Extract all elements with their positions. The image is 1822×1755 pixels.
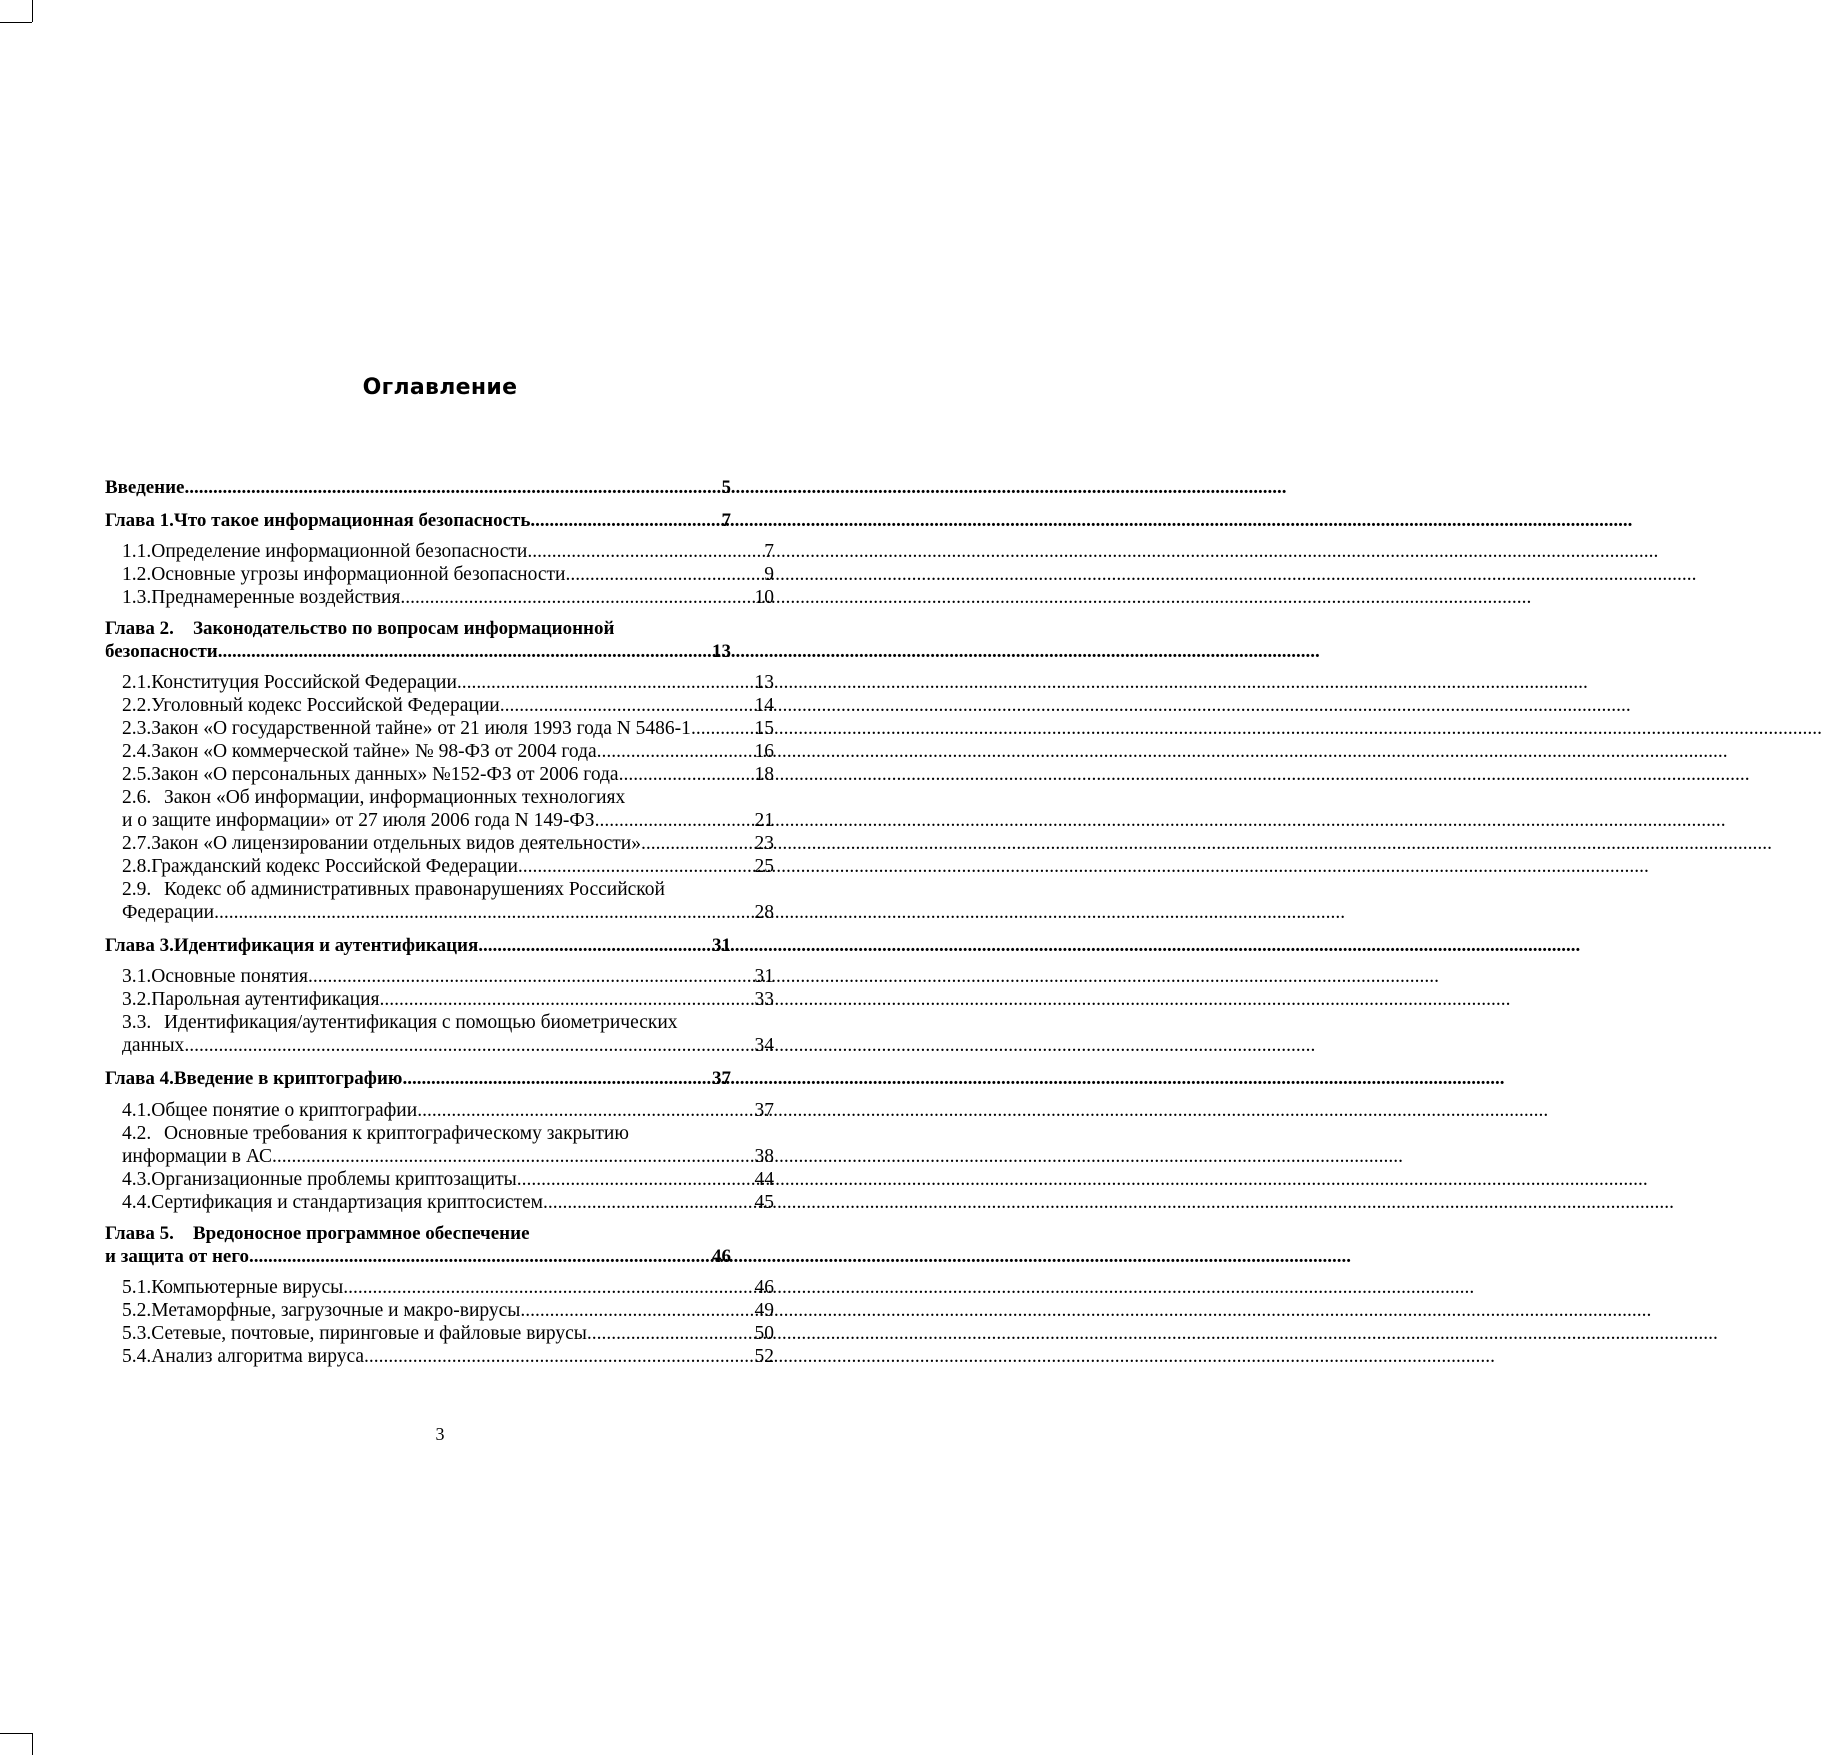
leader-dots [457,671,753,694]
section-title: Анализ алгоритма вируса [151,1346,365,1367]
toc-chapter-3[interactable] [105,934,731,957]
toc-section-3-3[interactable] [122,1034,774,1057]
section-title: Гражданский кодекс Российской Федерации [151,856,518,877]
toc-section-2-1[interactable] [122,671,774,694]
section-title: Определение информационной безопасности [151,541,528,562]
chapter-title: Введение в криптографию [173,1068,403,1089]
chapter-page: 46 [712,1246,731,1267]
section-title: Идентификация/аутентификация с помощью биометрических [164,1012,678,1033]
section-title: Закон «О коммерческой тайне» № 98-ФЗ от 2004 года [151,741,597,762]
leader-dots [641,832,753,855]
toc-section-4-3[interactable] [122,1168,774,1191]
leader-dots [185,476,720,499]
section-number: 4.4. [122,1192,152,1213]
section-title: Преднамеренные воздействия [151,587,401,608]
toc-chapter-5-line1[interactable] [105,1222,530,1245]
section-number: 2.1. [122,672,152,693]
leader-dots [520,1299,752,1322]
section-page: 52 [754,1346,774,1367]
section-title: Метаморфные, загрузочные и макро-вирусы [151,1300,521,1321]
section-number: 3.2. [122,989,152,1010]
chapter-title: Законодательство по вопросам информационной [193,618,615,639]
section-page: 14 [754,695,774,716]
section-title: Уголовный кодекс Российской Федерации [151,695,500,716]
section-title: Закон «Об информации, информационных технологиях [164,787,626,808]
toc-chapter-5[interactable] [105,1245,731,1268]
toc-section-4-2-line1[interactable] [122,1122,629,1145]
chapter-title: Вредоносное программное обеспечение [193,1223,530,1244]
section-number: 5.3. [122,1323,152,1344]
toc-section-2-7[interactable] [122,832,774,855]
section-title: Основные понятия [151,966,308,987]
chapter-page: 37 [712,1068,731,1089]
section-number: 1.3. [122,587,152,608]
toc-section-2-8[interactable] [122,855,774,878]
chapter-title-cont: безопасности [105,641,218,662]
page-number: 3 [435,1424,445,1444]
toc-section-2-2[interactable] [122,694,774,717]
section-title: Общее понятие о криптографии [151,1100,418,1121]
toc-section-2-9-line1[interactable] [122,878,665,901]
section-page: 34 [754,1035,774,1056]
section-page: 33 [754,989,774,1010]
toc-section-1-3[interactable] [122,586,774,609]
chapter-page: 31 [712,935,731,956]
section-page: 28 [754,902,774,923]
section-number: 2.8. [122,856,152,877]
toc-section-1-1[interactable] [122,540,774,563]
toc-section-3-1[interactable] [122,965,774,988]
section-page: 38 [754,1146,774,1167]
section-number: 3.3. [122,1012,152,1033]
toc-section-2-6-line1[interactable] [122,786,625,809]
section-number: 5.2. [122,1300,152,1321]
section-page: 7 [764,541,774,562]
section-title-cont: информации в АС [122,1146,272,1167]
section-page: 15 [754,718,774,739]
section-title: Организационные проблемы криптозащиты [151,1169,517,1190]
section-number: 2.5. [122,764,152,785]
toc-section-5-1[interactable] [122,1276,774,1299]
section-title-cont: Федерации [122,902,215,923]
section-title: Основные требования к криптографическому закрытию [164,1123,629,1144]
toc-section-2-6[interactable] [122,809,774,832]
toc-section-2-5[interactable] [122,763,774,786]
section-title: Конституция Российской Федерации [151,672,457,693]
leader-dots [184,1034,752,1057]
section-page: 21 [754,810,774,831]
section-number: 5.1. [122,1277,152,1298]
section-title-cont: и о защите информации» от 27 июля 2006 года N 149-ФЗ [122,810,595,831]
section-page: 49 [754,1300,774,1321]
section-number: 2.3. [122,718,152,739]
toc-section-5-2[interactable] [122,1299,774,1322]
toc-section-4-1[interactable] [122,1099,774,1122]
leader-dots [527,540,762,563]
leader-dots [343,1276,752,1299]
toc-intro-page: 5 [721,477,731,498]
page-title: Оглавление [362,375,518,400]
section-number: 2.2. [122,695,152,716]
toc-chapter-4[interactable] [105,1067,731,1090]
crop-mark-bottom [32,1733,33,1755]
chapter-title: Что такое информационная безопасность [173,510,531,531]
section-page: 18 [754,764,774,785]
leader-dots [218,640,710,663]
section-number: 2.4. [122,741,152,762]
section-number: 1.1. [122,541,152,562]
section-number: 4.2. [122,1123,152,1144]
section-number: 2.7. [122,833,152,854]
toc-chapter-1[interactable] [105,509,731,532]
leader-dots [214,901,752,924]
section-number: 3.1. [122,966,152,987]
toc-chapter-2-line1[interactable] [105,617,614,640]
section-title-cont: данных [122,1035,185,1056]
toc-section-2-9[interactable] [122,901,774,924]
section-number: 2.9. [122,879,152,900]
leader-dots [417,1099,752,1122]
section-title: Кодекс об административных правонарушениях Российской [164,879,665,900]
toc-intro-title: Введение [105,477,185,498]
leader-dots [308,965,753,988]
crop-mark-top [32,0,33,22]
section-title: Закон «О персональных данных» №152-ФЗ от 2006 года [151,764,619,785]
leader-dots [500,694,753,717]
crop-mark-top-h [0,22,32,23]
section-title: Закон «О лицензировании отдельных видов деятельности» [151,833,641,854]
crop-mark-bottom-h [0,1733,32,1734]
chapter-page: 7 [721,510,731,531]
toc-chapter-2[interactable] [105,640,731,663]
section-title: Закон «О государственной тайне» от 21 июля 1993 года N 5486-1 [151,718,691,739]
leader-dots [380,988,753,1011]
section-number: 4.1. [122,1100,152,1121]
leader-dots [691,717,753,740]
leader-dots [364,1345,752,1368]
section-page: 9 [764,564,774,585]
leader-dots [517,1168,753,1191]
toc-section-5-4[interactable] [122,1345,774,1368]
section-page: 10 [754,587,774,608]
leader-dots [595,809,753,832]
toc-section-4-4[interactable] [122,1191,774,1214]
leader-dots [400,586,752,609]
leader-dots [530,509,719,532]
chapter-title: Идентификация и аутентификация [173,935,479,956]
section-page: 31 [754,966,774,987]
chapter-number: Глава 2. [105,618,174,639]
leader-dots [402,1067,710,1090]
toc-intro[interactable] [105,476,731,499]
leader-dots [565,563,762,586]
toc-section-2-3[interactable] [122,717,774,740]
leader-dots [478,934,710,957]
section-page: 44 [754,1169,774,1190]
section-page: 37 [754,1100,774,1121]
chapter-number: Глава 1. [105,510,174,531]
toc-section-5-3[interactable] [122,1322,774,1345]
leader-dots [272,1145,753,1168]
leader-dots [619,763,753,786]
chapter-page: 13 [712,641,731,662]
section-title: Компьютерные вирусы [151,1277,344,1298]
toc-section-2-4[interactable] [122,740,774,763]
chapter-number: Глава 4. [105,1068,174,1089]
leader-dots [249,1245,710,1268]
leader-dots [518,855,753,878]
toc-section-1-2[interactable] [122,563,774,586]
section-number: 5.4. [122,1346,152,1367]
section-page: 50 [754,1323,774,1344]
section-number: 1.2. [122,564,152,585]
section-page: 25 [754,856,774,877]
chapter-title-cont: и защита от него [105,1246,250,1267]
section-page: 16 [754,741,774,762]
chapter-number: Глава 5. [105,1223,174,1244]
toc-section-4-2[interactable] [122,1145,774,1168]
section-title: Основные угрозы информационной безопасности [151,564,566,585]
chapter-number: Глава 3. [105,935,174,956]
toc-section-3-2[interactable] [122,988,774,1011]
section-page: 46 [754,1277,774,1298]
leader-dots [587,1322,753,1345]
section-page: 23 [754,833,774,854]
toc-section-3-3-line1[interactable] [122,1011,678,1034]
section-title: Сертификация и стандартизация криптосистем [151,1192,543,1213]
section-title: Сетевые, почтовые, пиринговые и файловые вирусы [151,1323,587,1344]
section-number: 4.3. [122,1169,152,1190]
section-page: 13 [754,672,774,693]
section-number: 2.6. [122,787,152,808]
section-page: 45 [754,1192,774,1213]
leader-dots [543,1191,753,1214]
section-title: Парольная аутентификация [151,989,380,1010]
leader-dots [597,740,753,763]
